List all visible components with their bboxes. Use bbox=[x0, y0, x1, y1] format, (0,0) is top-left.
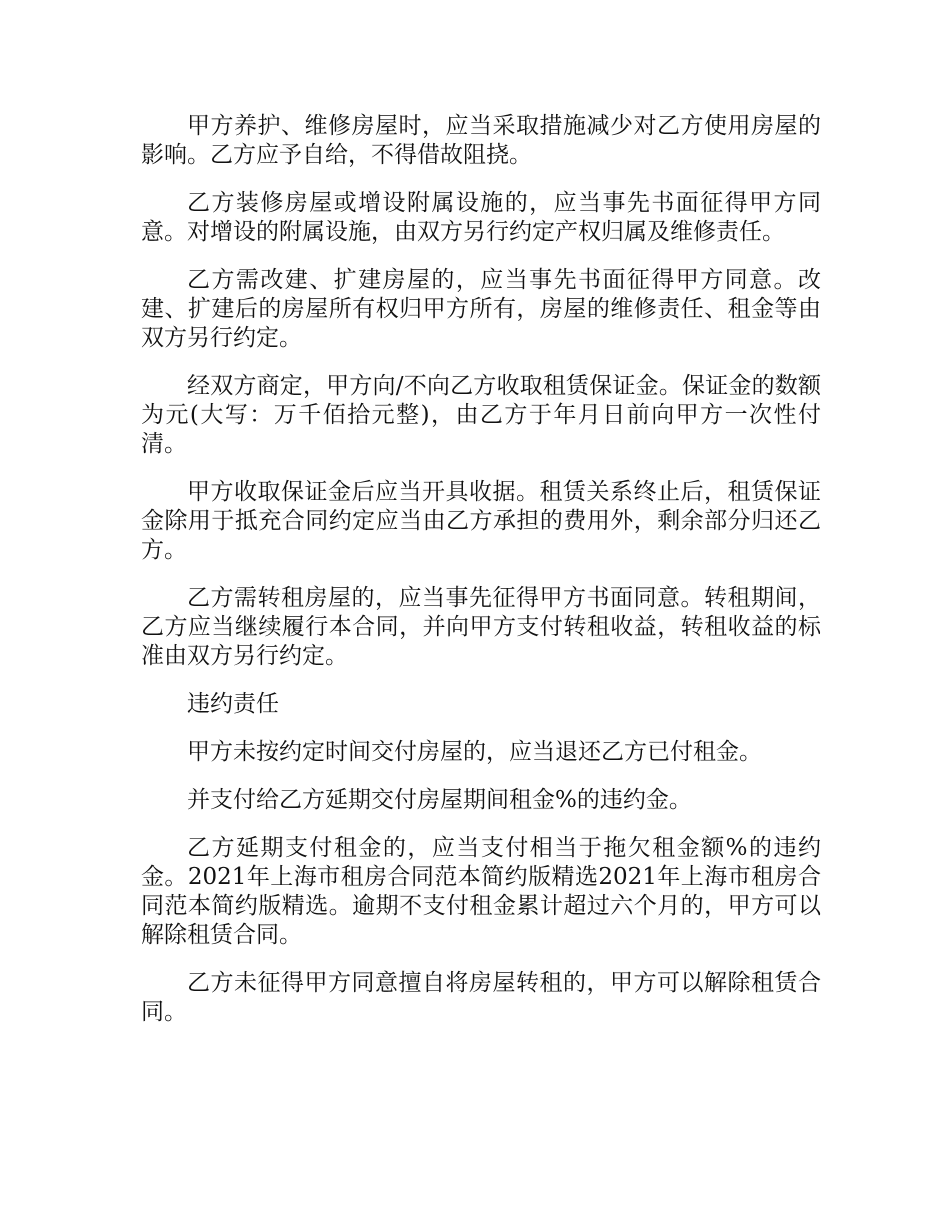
paragraph-late-payment: 乙方延期支付租金的，应当支付相当于拖欠租金额%的违约金。2021年上海市租房合同范本简约版精选2021年上海市租房合同范本简约版精选。逾期不支付租金累计超过六个月的，甲方可以解除租赁合同。 bbox=[141, 835, 821, 948]
paragraph-unauthorized-sublease: 乙方未征得甲方同意擅自将房屋转租的，甲方可以解除租赁合同。 bbox=[141, 970, 821, 1025]
section-heading-liability: 违约责任 bbox=[187, 691, 279, 717]
document-page bbox=[141, 112, 821, 1046]
paragraph-delivery-penalty: 并支付给乙方延期交付房屋期间租金%的违约金。 bbox=[187, 787, 692, 813]
paragraph-late-delivery: 甲方未按约定时间交付房屋的，应当退还乙方已付租金。 bbox=[187, 739, 762, 765]
paragraph-renovation: 乙方装修房屋或增设附属设施的，应当事先书面征得甲方同意。对增设的附属设施，由双方另行约定产权归属及维修责任。 bbox=[141, 190, 821, 245]
paragraph-deposit: 经双方商定，甲方向/不向乙方收取租赁保证金。保证金的数额为元(大写：万千佰拾元整)，由乙方于年月日前向甲方一次性付清。 bbox=[141, 373, 821, 457]
paragraph-deposit-receipt: 甲方收取保证金后应当开具收据。租赁关系终止后，租赁保证金除用于抵充合同约定应当由乙方承担的费用外，剩余部分归还乙方。 bbox=[141, 479, 821, 563]
paragraph-sublease: 乙方需转租房屋的，应当事先征得甲方书面同意。转租期间，乙方应当继续履行本合同，并向甲方支付转租收益，转租收益的标准由双方另行约定。 bbox=[141, 585, 821, 669]
paragraph-maintenance: 甲方养护、维修房屋时，应当采取措施减少对乙方使用房屋的影响。乙方应予自给，不得借故阻挠。 bbox=[141, 113, 821, 168]
paragraph-expansion: 乙方需改建、扩建房屋的，应当事先书面征得甲方同意。改建、扩建后的房屋所有权归甲方所有，房屋的维修责任、租金等由双方另行约定。 bbox=[141, 267, 821, 351]
